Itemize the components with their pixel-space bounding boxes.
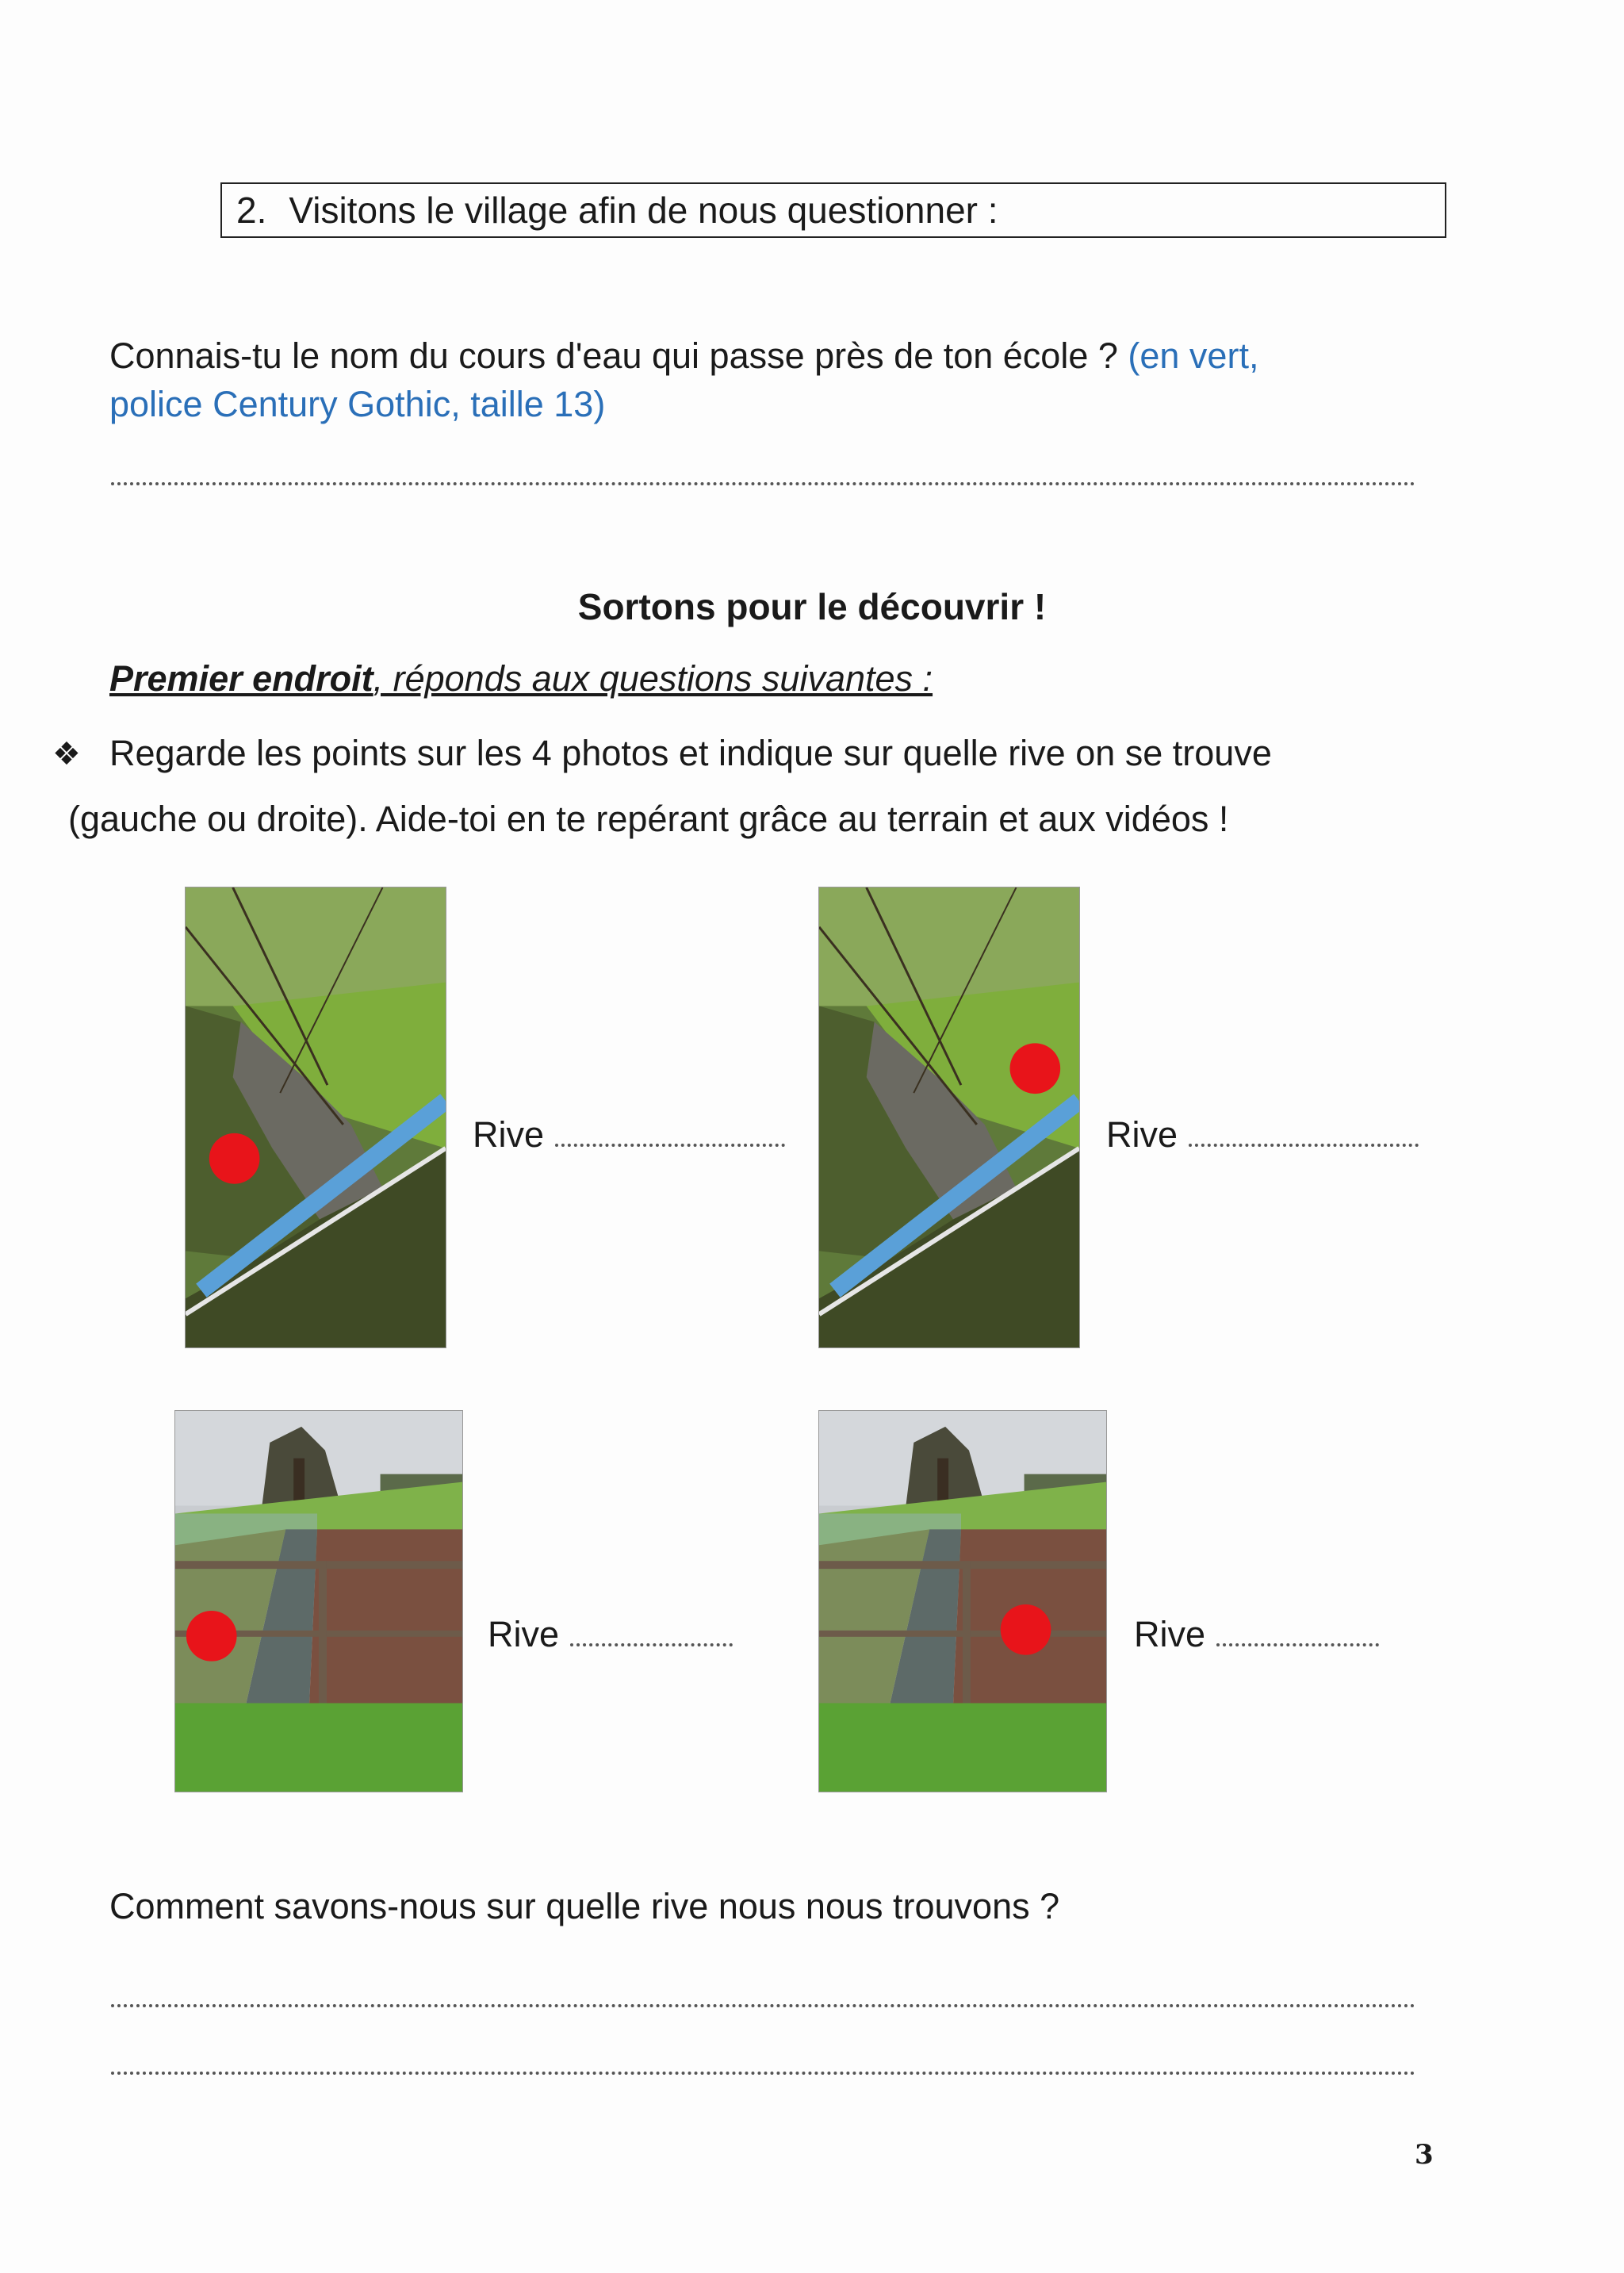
photo-3-answer-line[interactable] xyxy=(570,1619,733,1646)
photo-4 xyxy=(818,1410,1107,1792)
photo-3-red-marker xyxy=(186,1611,237,1662)
question-1-text: Connais-tu le nom du cours d'eau qui passe près de ton école ? xyxy=(109,335,1128,376)
photo-2-rive-label: Rive xyxy=(1106,1114,1178,1155)
section-number: 2. xyxy=(236,190,267,231)
question-1-note-part-1: (en vert, xyxy=(1128,335,1259,376)
answer-line-1[interactable] xyxy=(111,482,1415,485)
photo-1-rive-label: Rive xyxy=(473,1114,545,1155)
answer-line-3[interactable] xyxy=(111,2072,1415,2075)
photo-2-rive-field xyxy=(1106,1114,1419,1156)
photo-3 xyxy=(174,1410,463,1792)
section-header-box xyxy=(220,182,1446,238)
photo-4-answer-line[interactable] xyxy=(1216,1619,1379,1646)
photo-1-image xyxy=(186,887,446,1347)
photo-2-red-marker xyxy=(1010,1043,1061,1094)
instruction-line-2: (gauche ou droite). Aide-toi en te repérant grâce au terrain et aux vidéos ! xyxy=(68,799,1229,839)
photo-3-image xyxy=(175,1411,462,1792)
photo-1-answer-line[interactable] xyxy=(555,1120,785,1147)
question-1-note-part-2: police Century Gothic, taille 13) xyxy=(109,384,606,424)
photo-4-red-marker xyxy=(1001,1604,1051,1655)
photo-2-image xyxy=(819,887,1079,1347)
photo-1 xyxy=(185,887,446,1348)
question-2: Comment savons-nous sur quelle rive nous nous trouvons ? xyxy=(109,1886,1060,1926)
page-number: 3 xyxy=(1415,2139,1434,2171)
photo-4-rive-label: Rive xyxy=(1134,1614,1206,1654)
subheading-rest: , réponds aux questions suivantes : xyxy=(373,658,933,699)
photo-2 xyxy=(818,887,1080,1348)
photo-3-rive-field xyxy=(488,1614,733,1655)
photo-4-image xyxy=(819,1411,1106,1792)
photo-3-rive-label: Rive xyxy=(488,1614,560,1654)
answer-line-2[interactable] xyxy=(111,2004,1415,2007)
section-title: Visitons le village afin de nous questionner : xyxy=(289,190,998,231)
subheading xyxy=(109,658,933,700)
question-1-line-1 xyxy=(109,332,1258,381)
photo-4-rive-field xyxy=(1134,1614,1379,1655)
photo-1-red-marker xyxy=(209,1133,260,1184)
photo-2-answer-line[interactable] xyxy=(1189,1120,1419,1147)
diamond-bullet-icon: ❖ xyxy=(52,737,81,772)
subheading-bold: Premier endroit xyxy=(109,658,373,699)
photo-1-rive-field xyxy=(473,1114,785,1156)
section-heading: Sortons pour le découvrir ! xyxy=(577,586,1047,627)
instruction-line-1: Regarde les points sur les 4 photos et indique sur quelle rive on se trouve xyxy=(109,733,1272,773)
